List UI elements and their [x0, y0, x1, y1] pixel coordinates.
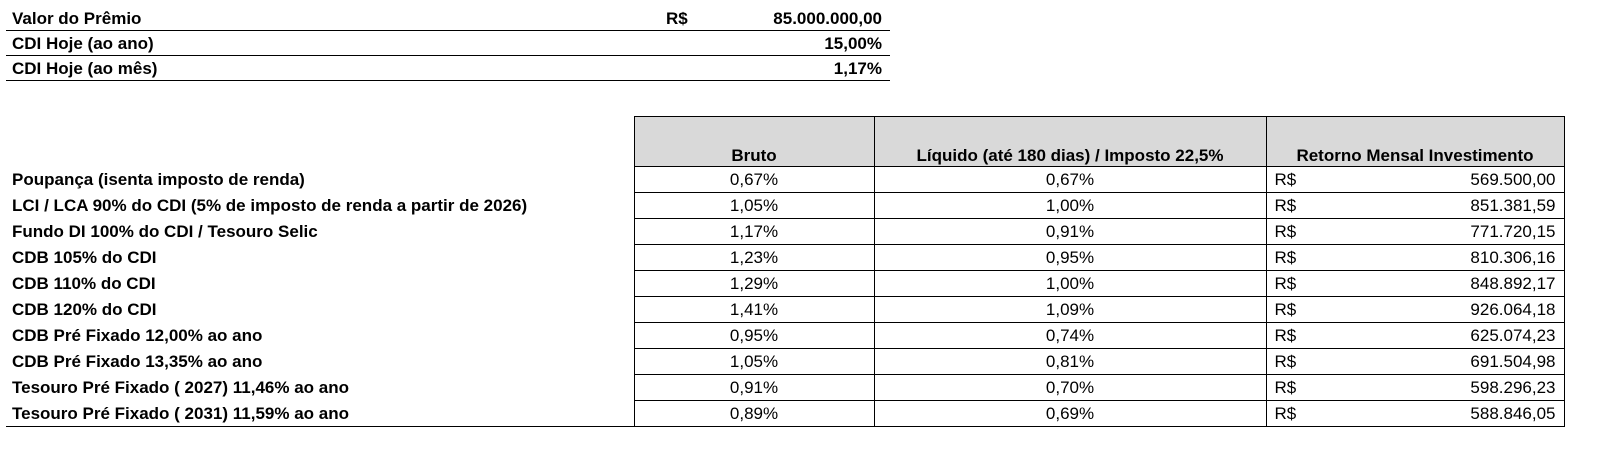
- investment-name-cell[interactable]: CDB 110% do CDI: [6, 271, 634, 297]
- header-blank: [6, 117, 634, 167]
- header-retorno: Retorno Mensal Investimento: [1266, 117, 1564, 167]
- retorno-cell-content: [1267, 405, 1564, 422]
- retorno-cell-content: [1267, 301, 1564, 318]
- table-row: [6, 193, 1564, 219]
- cdi-ano-row: [6, 31, 890, 56]
- premio-value[interactable]: 85.000.000,00: [773, 9, 882, 28]
- retorno-value: 771.720,15: [1470, 222, 1556, 241]
- retorno-cell[interactable]: [1266, 245, 1564, 271]
- retorno-cell[interactable]: [1266, 401, 1564, 427]
- retorno-value: 810.306,16: [1470, 248, 1556, 267]
- retorno-value: 848.892,17: [1470, 274, 1556, 293]
- retorno-cell-content: [1267, 223, 1564, 240]
- retorno-currency: R$: [1274, 352, 1297, 371]
- bruto-cell[interactable]: 0,95%: [634, 323, 874, 349]
- cdi-mes-label: CDI Hoje (ao mês): [12, 59, 158, 78]
- bruto-cell[interactable]: 1,05%: [634, 349, 874, 375]
- header-liquido: Líquido (até 180 dias) / Imposto 22,5%: [874, 117, 1266, 167]
- cdi-ano-label: CDI Hoje (ao ano): [12, 34, 154, 53]
- retorno-value: 588.846,05: [1470, 404, 1556, 423]
- retorno-cell-content: [1267, 327, 1564, 344]
- cdi-mes-value[interactable]: 1,17%: [833, 59, 882, 78]
- liquido-cell[interactable]: 0,67%: [874, 167, 1266, 193]
- header-bruto: Bruto: [634, 117, 874, 167]
- investment-name-cell[interactable]: Tesouro Pré Fixado ( 2031) 11,59% ao ano: [6, 401, 634, 427]
- bruto-cell[interactable]: 1,29%: [634, 271, 874, 297]
- bruto-cell[interactable]: 1,17%: [634, 219, 874, 245]
- liquido-cell[interactable]: 1,09%: [874, 297, 1266, 323]
- table-row: [6, 167, 1564, 193]
- bruto-cell[interactable]: 1,05%: [634, 193, 874, 219]
- liquido-cell[interactable]: 0,69%: [874, 401, 1266, 427]
- retorno-cell[interactable]: [1266, 375, 1564, 401]
- liquido-cell[interactable]: 0,81%: [874, 349, 1266, 375]
- retorno-cell-content: [1267, 379, 1564, 396]
- retorno-value: 569.500,00: [1470, 170, 1556, 189]
- liquido-cell[interactable]: 0,91%: [874, 219, 1266, 245]
- retorno-cell[interactable]: [1266, 219, 1564, 245]
- table-row: [6, 271, 1564, 297]
- bruto-cell[interactable]: 0,89%: [634, 401, 874, 427]
- retorno-currency: R$: [1274, 222, 1297, 241]
- retorno-currency: R$: [1274, 378, 1297, 397]
- retorno-currency: R$: [1274, 326, 1297, 345]
- investment-table: [6, 116, 1565, 427]
- retorno-currency: R$: [1274, 170, 1297, 189]
- investment-name-cell[interactable]: Tesouro Pré Fixado ( 2027) 11,46% ao ano: [6, 375, 634, 401]
- liquido-cell[interactable]: 0,95%: [874, 245, 1266, 271]
- investment-name-cell[interactable]: CDB 120% do CDI: [6, 297, 634, 323]
- retorno-currency: R$: [1274, 196, 1297, 215]
- investment-name-cell[interactable]: CDB Pré Fixado 13,35% ao ano: [6, 349, 634, 375]
- investment-name-cell[interactable]: CDB 105% do CDI: [6, 245, 634, 271]
- table-row: [6, 349, 1564, 375]
- retorno-currency: R$: [1274, 248, 1297, 267]
- retorno-cell-content: [1267, 275, 1564, 292]
- table-row: [6, 245, 1564, 271]
- retorno-value: 926.064,18: [1470, 300, 1556, 319]
- retorno-cell-content: [1267, 171, 1564, 188]
- retorno-cell-content: [1267, 197, 1564, 214]
- investment-name-cell[interactable]: Poupança (isenta imposto de renda): [6, 167, 634, 193]
- table-row: [6, 219, 1564, 245]
- retorno-cell[interactable]: [1266, 297, 1564, 323]
- liquido-cell[interactable]: 0,74%: [874, 323, 1266, 349]
- premio-currency: R$: [666, 9, 688, 28]
- retorno-cell[interactable]: [1266, 349, 1564, 375]
- table-row: [6, 297, 1564, 323]
- cdi-mes-row: [6, 56, 890, 81]
- retorno-cell[interactable]: [1266, 193, 1564, 219]
- retorno-value: 691.504,98: [1470, 352, 1556, 371]
- retorno-value: 851.381,59: [1470, 196, 1556, 215]
- retorno-value: 625.074,23: [1470, 326, 1556, 345]
- retorno-value: 598.296,23: [1470, 378, 1556, 397]
- retorno-cell-content: [1267, 353, 1564, 370]
- retorno-currency: R$: [1274, 274, 1297, 293]
- retorno-cell-content: [1267, 249, 1564, 266]
- retorno-cell[interactable]: [1266, 323, 1564, 349]
- retorno-cell[interactable]: [1266, 167, 1564, 193]
- bruto-cell[interactable]: 0,91%: [634, 375, 874, 401]
- premio-row: [6, 6, 890, 31]
- bruto-cell[interactable]: 0,67%: [634, 167, 874, 193]
- summary-block: [6, 6, 890, 81]
- investment-name-cell[interactable]: LCI / LCA 90% do CDI (5% de imposto de renda a partir de 2026): [6, 193, 634, 219]
- table-row: [6, 401, 1564, 427]
- investment-name-cell[interactable]: CDB Pré Fixado 12,00% ao ano: [6, 323, 634, 349]
- bruto-cell[interactable]: 1,41%: [634, 297, 874, 323]
- investment-name-cell[interactable]: Fundo DI 100% do CDI / Tesouro Selic: [6, 219, 634, 245]
- table-header-row: [6, 117, 1564, 167]
- liquido-cell[interactable]: 1,00%: [874, 271, 1266, 297]
- retorno-cell[interactable]: [1266, 271, 1564, 297]
- investment-table-container: [6, 116, 1565, 427]
- table-row: [6, 323, 1564, 349]
- retorno-currency: R$: [1274, 404, 1297, 423]
- liquido-cell[interactable]: 0,70%: [874, 375, 1266, 401]
- retorno-currency: R$: [1274, 300, 1297, 319]
- table-row: [6, 375, 1564, 401]
- cdi-ano-value[interactable]: 15,00%: [824, 34, 882, 53]
- liquido-cell[interactable]: 1,00%: [874, 193, 1266, 219]
- premio-label: Valor do Prêmio: [12, 9, 142, 28]
- bruto-cell[interactable]: 1,23%: [634, 245, 874, 271]
